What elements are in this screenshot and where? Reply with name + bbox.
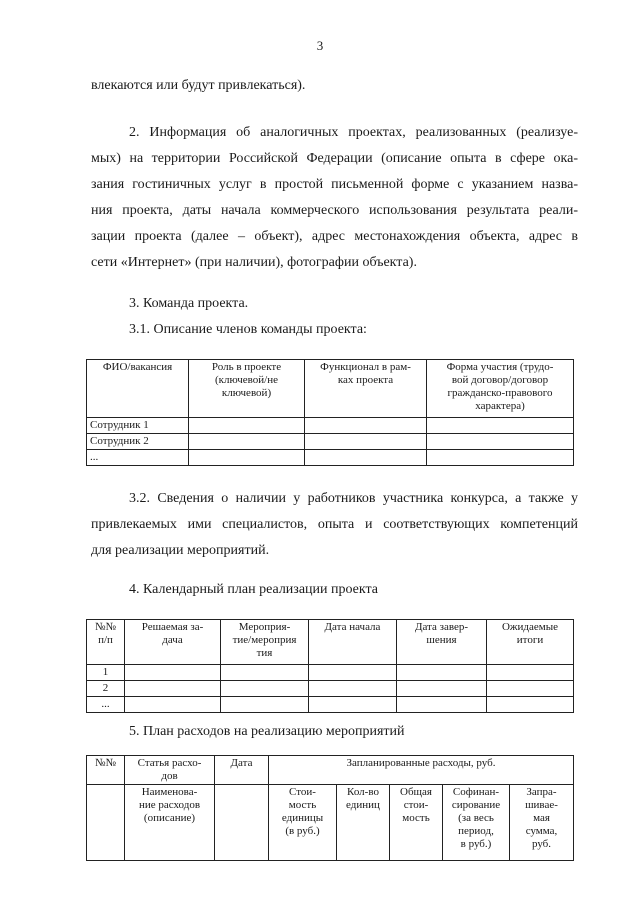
table-row: ... — [87, 450, 574, 466]
text-line: для реализации мероприятий. — [91, 543, 270, 558]
header-num: №№ — [87, 756, 125, 785]
text-line: влекаются или будут привлекаться). — [91, 78, 306, 93]
header-end-date: Дата завер- шения — [397, 620, 487, 665]
table-row: Сотрудник 1 — [87, 418, 574, 434]
header-quantity: Кол-во единиц — [337, 785, 390, 861]
calendar-table — [86, 619, 574, 713]
header-start-date: Дата начала — [309, 620, 397, 665]
expense-table — [86, 755, 574, 861]
header-activity: Мероприя- тие/мероприя тия — [221, 620, 309, 665]
text-line: 3.2. Сведения о наличии у работников участника конкурса, а также у — [129, 491, 578, 506]
text-line: сети «Интернет» (при наличии), фотографии объекта). — [91, 255, 417, 270]
section-3-title: 3. Команда проекта. — [129, 296, 249, 311]
header-participation: Форма участия (трудо- вой договор/договор гражданско-правового характера) — [427, 360, 574, 418]
text-line: зации проекта (далее – объект), адрес местонахождения объекта, адрес в — [91, 229, 578, 244]
table-row: 2 — [87, 681, 574, 697]
header-cofinancing: Софинан- сирование (за весь период, в руб.) — [443, 785, 510, 861]
text-line: зания гостиничных услуг в простой письменной форме с указанием назва- — [91, 177, 578, 192]
paragraph-continuation — [91, 73, 578, 99]
header-requested-amount: Запра- шивае- мая сумма, руб. — [510, 785, 574, 861]
header-unit-cost: Стои- мость единицы (в руб.) — [269, 785, 337, 861]
text-line: 2. Информация об аналогичных проектах, реализованных (реализуе- — [129, 125, 578, 140]
text-line: привлекаемых ими специалистов, опыта и соответствующих компетенций — [91, 517, 578, 532]
header-role: Роль в проекте (ключевой/не ключевой) — [189, 360, 305, 418]
table-row: Сотрудник 2 — [87, 434, 574, 450]
paragraph-competencies — [91, 486, 578, 564]
table-row: 1 — [87, 665, 574, 681]
header-task: Решаемая за- дача — [125, 620, 221, 665]
header-date: Дата — [215, 756, 269, 785]
paragraph-analog-projects — [91, 120, 578, 276]
text-line: мых) на территории Российской Федерации (описание опыта в сфере ока- — [91, 151, 578, 166]
header-expense-name: Наименова- ние расходов (описание) — [125, 785, 215, 861]
text-line: ния проекта, даты начала коммерческого использования результата реали- — [91, 203, 578, 218]
header-planned-expenses: Запланированные расходы, руб. — [269, 756, 574, 785]
team-table — [86, 359, 574, 466]
page-number: 3 — [316, 38, 324, 53]
header-num: №№ п/п — [87, 620, 125, 665]
header-results: Ожидаемые итоги — [487, 620, 574, 665]
section-3-1-title: 3.1. Описание членов команды проекта: — [129, 322, 367, 337]
section-4-title: 4. Календарный план реализации проекта — [129, 582, 379, 597]
header-fio: ФИО/вакансия — [87, 360, 189, 418]
header-total-cost: Общая стои- мость — [390, 785, 443, 861]
header-function: Функционал в рам- ках проекта — [305, 360, 427, 418]
header-article: Статья расхо- дов — [125, 756, 215, 785]
table-row: ... — [87, 697, 574, 713]
section-5-title: 5. План расходов на реализацию мероприятий — [129, 724, 405, 739]
